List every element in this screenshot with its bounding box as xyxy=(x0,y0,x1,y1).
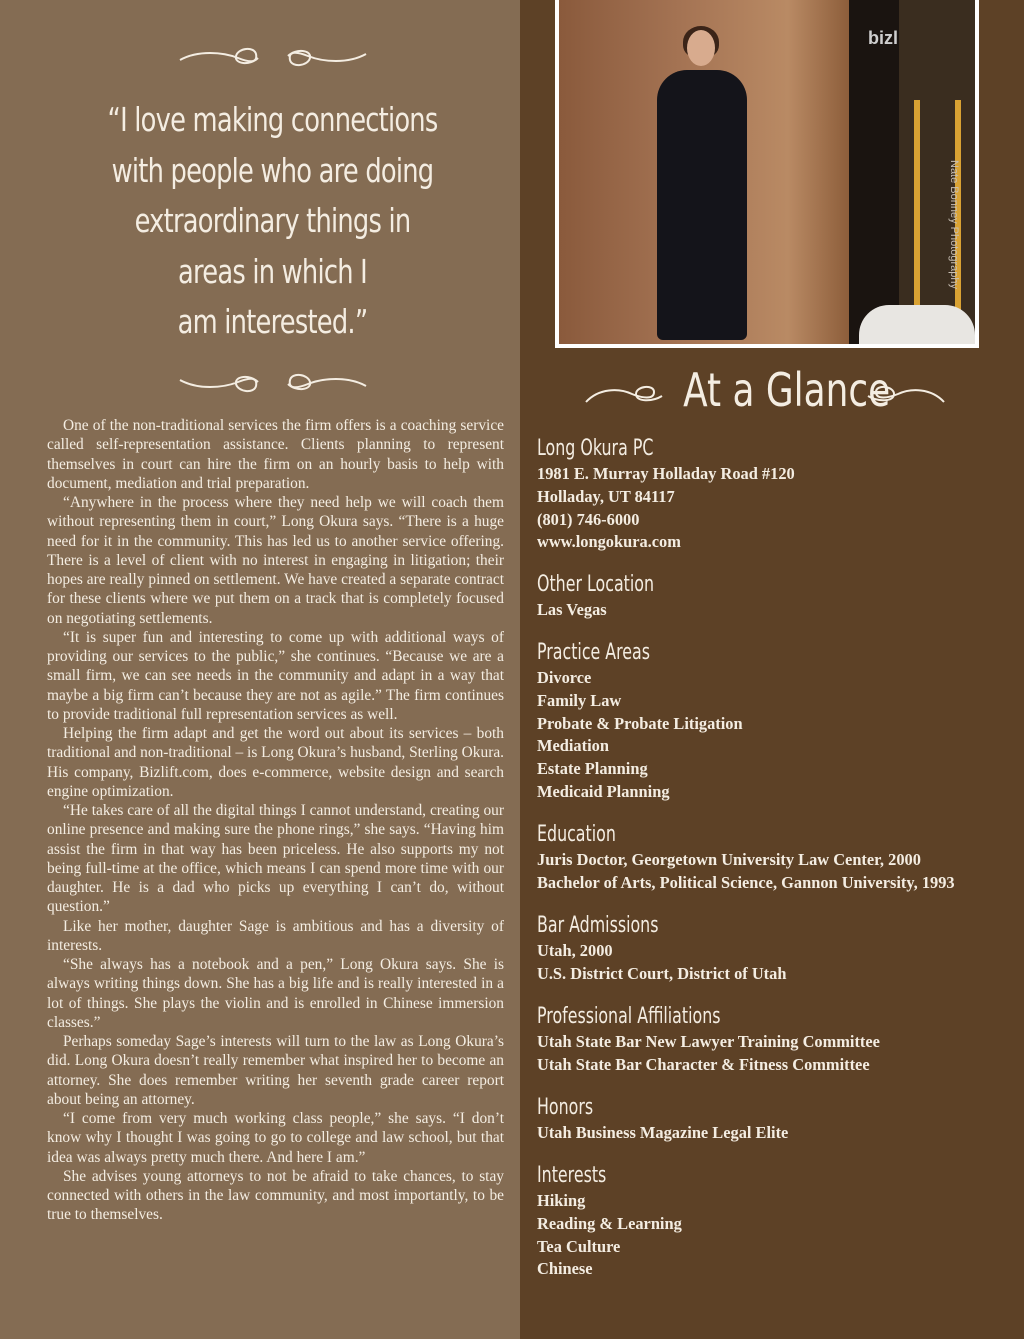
glance-right-flourish-icon xyxy=(866,380,946,408)
section-line: Utah State Bar New Lawyer Training Committee xyxy=(537,1032,880,1051)
article-paragraph: “Anywhere in the process where they need help we will coach them without representing them in court,” Long Okura says. “There is a huge need for it in the community. This has led us to another service offering. There is a level of client with no interest in engaging in litigation; their hopes are really pinned on settlement. We have created a separate contract for these clients where we put them on a track that is completely focused on negotiating settlements. xyxy=(47,494,504,627)
person-figure xyxy=(657,70,747,340)
section-line: Probate & Probate Litigation xyxy=(537,713,743,733)
door xyxy=(849,0,899,344)
pull-quote xyxy=(107,95,439,348)
glance-section-interests xyxy=(537,1162,1007,1281)
section-line: (801) 746-6000 xyxy=(537,509,640,529)
snow xyxy=(859,305,975,344)
glance-title: At a Glance xyxy=(683,363,891,417)
section-line: Estate Planning xyxy=(537,759,648,779)
section-line: Chinese xyxy=(537,1259,593,1279)
section-line: Bachelor of Arts, Political Science, Gannon University, 1993 xyxy=(537,872,955,892)
article-paragraph: She advises young attorneys to not be afraid to take chances, to stay connected with others in the law community, and most importantly, to be true to themselves. xyxy=(47,1167,504,1224)
glance-left-flourish-icon xyxy=(584,380,664,408)
top-flourish-icon xyxy=(178,42,368,72)
section-line: 1981 E. Murray Holladay Road #120 xyxy=(537,464,795,483)
glance-section-practice-areas xyxy=(537,639,1007,804)
section-heading: Long Okura PC xyxy=(537,436,654,461)
quote-line: am interested.” xyxy=(177,302,368,341)
glance-section-affiliations xyxy=(537,1003,1007,1077)
quote-line: extraordinary things in xyxy=(134,201,411,240)
section-line: Holladay, UT 84117 xyxy=(537,486,675,506)
article-body xyxy=(47,416,504,1225)
section-heading: Professional Affiliations xyxy=(537,1004,721,1029)
article-paragraph: One of the non-traditional services the firm offers is a coaching service called self-representation assistance. Clients planning to represent themselves in court can hire the firm on an hourly basis to help with document, mediation and trial preparation. xyxy=(47,417,504,492)
article-paragraph: Helping the firm adapt and get the word out about its services – both traditional and non-traditional – is Long Okura’s husband, Sterling Okura. His company, Bizlift.com, does e-commerce, website design and search engine optimization. xyxy=(47,725,504,800)
quote-line: with people who are doing xyxy=(111,150,434,190)
section-line: Family Law xyxy=(537,690,622,710)
section-heading: Honors xyxy=(537,1095,594,1120)
section-line: Utah State Bar Character & Fitness Committee xyxy=(537,1054,870,1074)
section-heading: Education xyxy=(537,822,616,847)
article-paragraph: Perhaps someday Sage’s interests will turn to the law as Long Okura’s did. Long Okura doesn’t really remember what inspired her to become an attorney. She does remember writing her seventh grade career report about being an attorney. xyxy=(47,1033,504,1108)
article-paragraph: Like her mother, daughter Sage is ambitious and has a diversity of interests. xyxy=(47,917,504,954)
section-line: Las Vegas xyxy=(537,600,607,619)
section-line: Tea Culture xyxy=(537,1236,621,1256)
section-line: Medicaid Planning xyxy=(537,781,670,801)
quote-line: “I love making connections xyxy=(107,100,438,139)
section-line: Utah Business Magazine Legal Elite xyxy=(537,1123,789,1142)
section-heading: Interests xyxy=(537,1163,607,1188)
section-heading: Bar Admissions xyxy=(537,913,659,938)
section-heading: Practice Areas xyxy=(537,640,651,665)
glance-section-education xyxy=(537,821,1007,895)
section-line: Mediation xyxy=(537,736,609,756)
glance-section-firm xyxy=(537,435,1007,554)
section-line: U.S. District Court, District of Utah xyxy=(537,963,787,983)
section-line: Juris Doctor, Georgetown University Law Center, 2000 xyxy=(537,850,921,869)
glance-section-bar-admissions xyxy=(537,912,1007,986)
section-line: www.longokura.com xyxy=(537,532,681,552)
section-line: Hiking xyxy=(537,1191,586,1210)
glance-section-other-location xyxy=(537,571,1007,622)
window-sign-text: bizl xyxy=(868,28,898,48)
article-paragraph: “He takes care of all the digital things I cannot understand, creating our online presence and making sure the phone rings,” she says. “Having him assist the firm in that way has been priceless. He also supports my not being full-time at the office, which means I can spend more time with our daughter. He is a dad who picks up everything I can’t do, without question.” xyxy=(47,802,504,916)
article-paragraph: “It is super fun and interesting to come up with additional ways of providing our services to the public,” she continues. “Because we are a small firm, we can see needs in the community and adapt in a way that maybe a big firm can’t because they are not as agile.” The firm continues to provide traditional full representation services as well. xyxy=(47,628,504,723)
article-paragraph: “She always has a notebook and a pen,” Long Okura says. She is always writing things down. She has a big life and is really interested in a lot of things. She plays the violin and is enrolled in Chinese immersion classes.” xyxy=(47,956,504,1031)
article-paragraph: “I come from very much working class people,” she says. “I don’t know why I thought I was going to go to college and law school, but that idea was always pretty much there. And here I am.” xyxy=(47,1110,504,1166)
section-heading: Other Location xyxy=(537,572,655,597)
bottom-flourish-icon xyxy=(178,368,368,398)
section-line: Reading & Learning xyxy=(537,1213,682,1233)
portrait-photo xyxy=(559,0,975,344)
glance-section-honors xyxy=(537,1094,1007,1145)
person-face xyxy=(687,30,715,66)
section-line: Utah, 2000 xyxy=(537,941,613,960)
photo-credit: Nate Bonney Photography xyxy=(948,160,960,290)
section-line: Divorce xyxy=(537,668,592,687)
photo-frame xyxy=(555,0,979,348)
quote-line: areas in which I xyxy=(178,251,367,291)
